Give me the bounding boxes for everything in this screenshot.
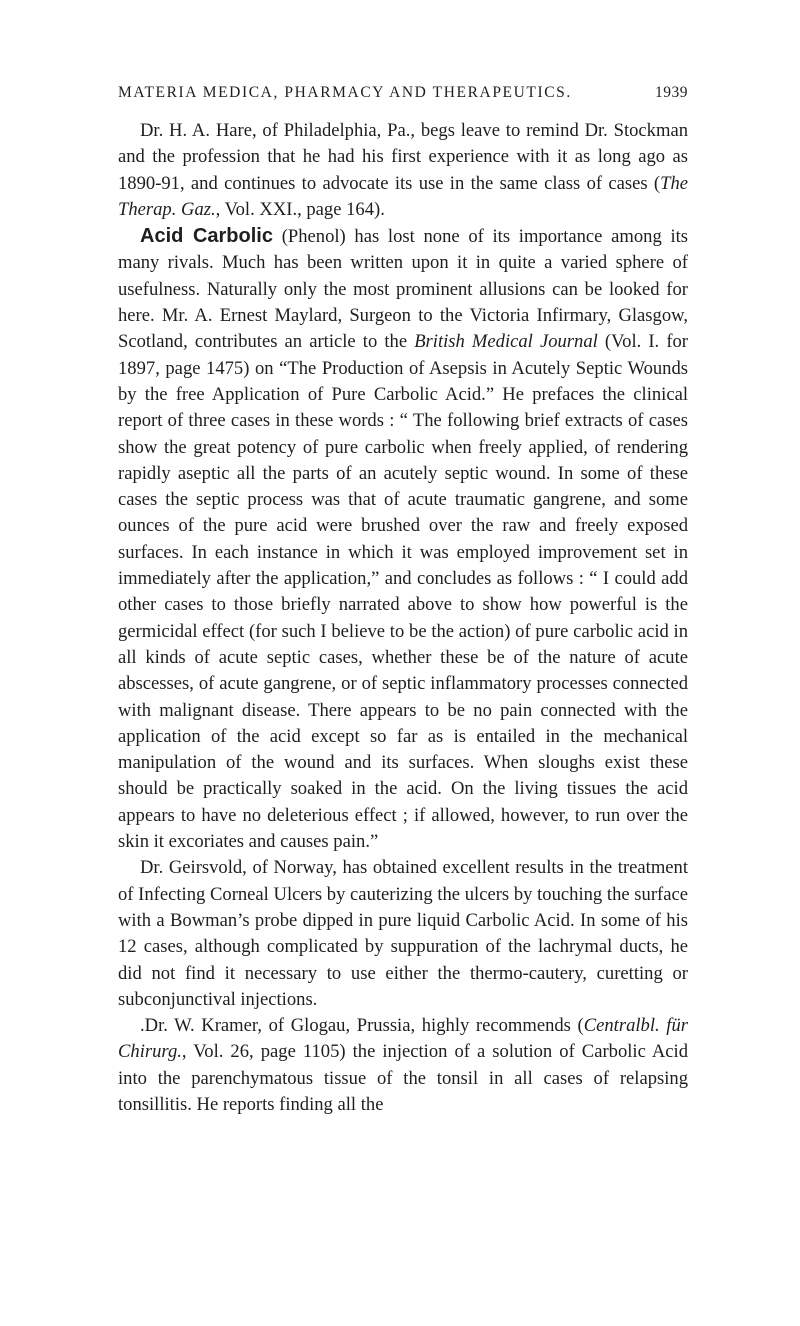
citation-italic: The Therap. Gaz. — [118, 172, 688, 220]
running-head — [118, 84, 688, 110]
text-run: , Vol. 26, page 1105) the injection of a solution of Carbolic Acid into the parenchymatous tissue of the tonsil in all cases of relapsing tonsillitis. He reports finding all the — [118, 1041, 688, 1115]
text-run: , Vol. XXI., page 164). — [215, 198, 385, 220]
citation-italic: Centralbl. für Chirurg. — [118, 1015, 688, 1063]
page-number: 1939 — [655, 84, 688, 101]
paragraph-kramer — [118, 1013, 688, 1118]
running-head-title: MATERIA MEDICA, PHARMACY AND THERAPEUTICS. — [118, 84, 572, 101]
section-heading-acid-carbolic: Acid Carbolic — [140, 225, 273, 248]
body-text — [118, 118, 688, 1118]
text-run: Dr. Geirsvold, of Norway, has obtained excellent results in the treatment of Infecting Corneal Ulcers by cauterizing the ulcers by touching the surface with a Bowman’s probe dipped in pure liquid Carbolic Acid. In some of his 12 cases, although complicated by suppuration of the lachrymal ducts, he did not find it necessary to use either the thermo-cautery, curetting or subconjunctival injections. — [118, 857, 688, 1010]
text-run: (Vol. I. for 1897, page 1475) on “The Production of Asepsis in Acutely Septic Wounds by the free Application of Pure Carbolic Acid.” He prefaces the clinical report of three cases in these words : “ The following brief extracts of cases show the great potency of pure carbolic when freely applied, of rendering rapidly aseptic all the parts of an acutely septic wound. In some of these cases the septic process was that of acute traumatic gangrene, and some ounces of the pure acid were brushed over the raw and freely exposed surfaces. In each instance in which it was employed improvement set in immediately after the application,” and concludes as follows : “ I could add other cases to those briefly narrated above to show how powerful is the germicidal effect (for such I believe to be the action) of pure carbolic acid in all kinds of acute septic cases, whether these be of the nature of acute abscesses, of acute gangrene, or of septic inflammatory processes connected with malignant disease. There appears to be no pain connected with the application of the acid except so far as is entailed in the mechanical manipulation of the wound and its surfaces. When sloughs exist these should be practically soaked in the acid. On the living tissues the acid appears to have no deleterious effect ; if allowed, however, to run over the skin it excoriates and causes pain.” — [118, 331, 689, 853]
paragraph-geirsvold — [118, 855, 688, 1013]
paragraph-hare — [118, 118, 688, 223]
paragraph-acid-carbolic — [118, 223, 688, 855]
text-run: Dr. H. A. Hare, of Philadelphia, Pa., begs leave to remind Dr. Stockman and the profession that he had his first experience with it as long ago as 1890-91, and continues to advocate its use in the same class of cases ( — [118, 120, 688, 194]
text-run: (Phenol) has lost none of its importance among its many rivals. Much has been written upon it in quite a varied sphere of usefulness. Naturally only the most prominent allusions can be looked for here. Mr. A. Ernest Maylard, Surgeon to the Victoria Infirmary, Glasgow, Scotland, contributes an article to the — [118, 226, 689, 353]
text-run: .Dr. W. Kramer, of Glogau, Prussia, highly recommends ( — [140, 1015, 584, 1037]
citation-italic: British Medical Journal — [414, 331, 598, 353]
